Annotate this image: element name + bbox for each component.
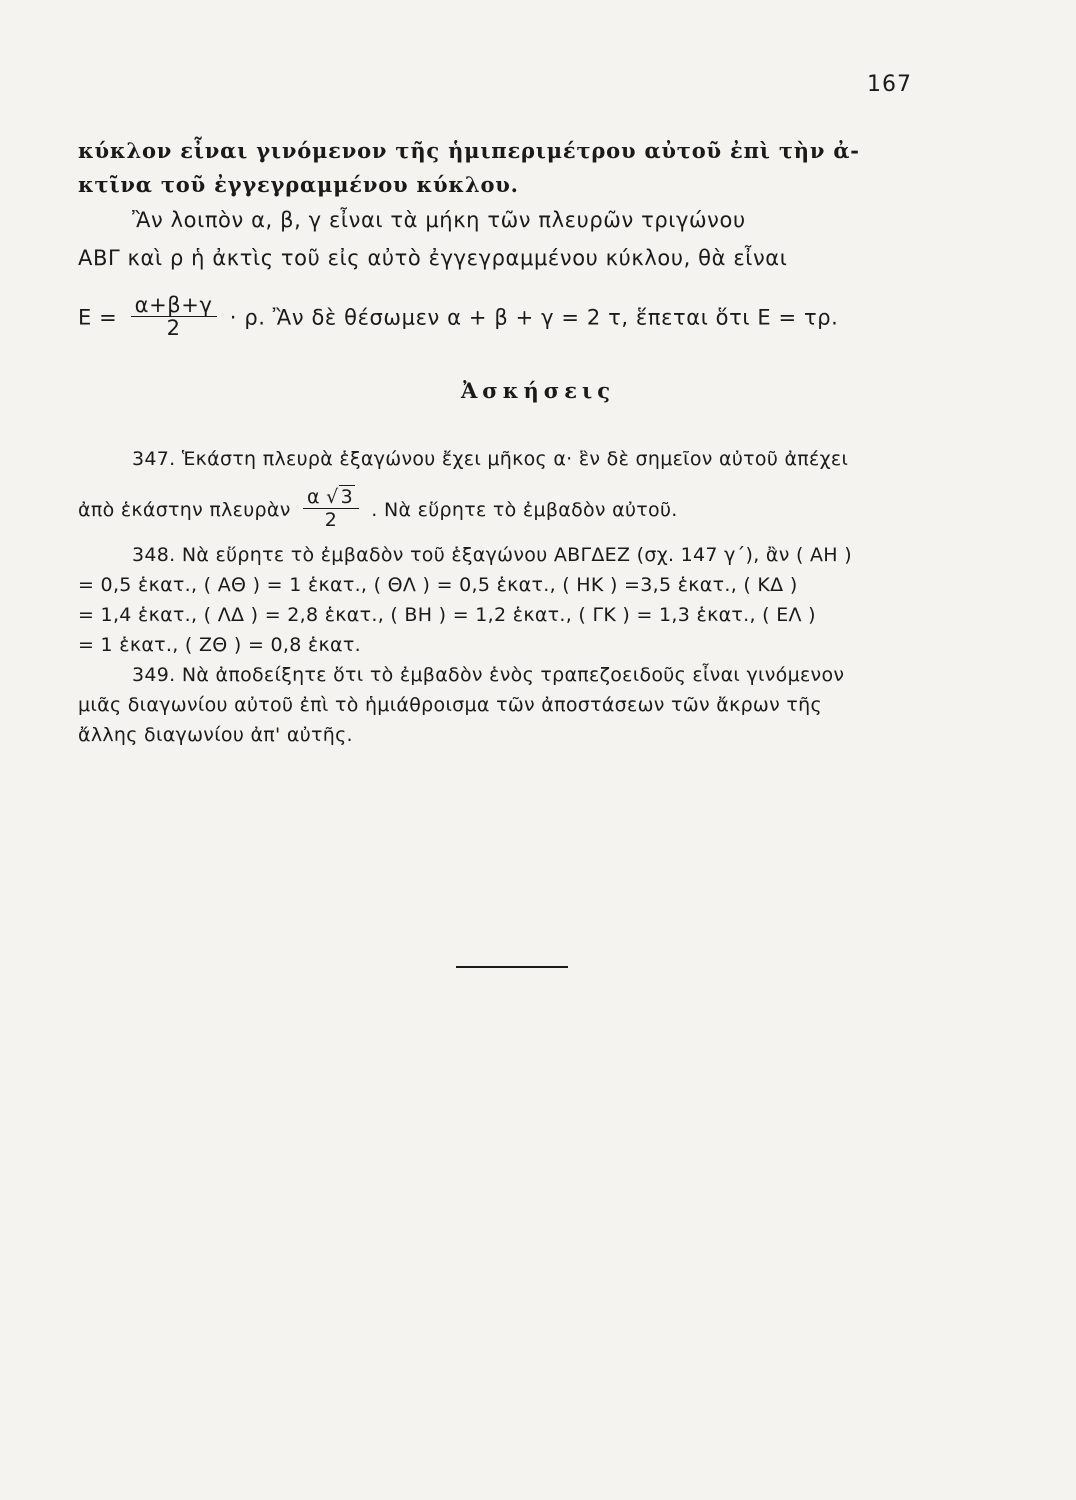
- section-heading: Ἀσκήσεις: [461, 378, 615, 403]
- page-number: 167: [867, 72, 912, 97]
- intro-line-4: ΑΒΓ καὶ ρ ἡ ἀκτὶς τοῦ εἰς αὐτὸ ἐγγεγραμμένου κύκλου, θὰ εἶναι: [78, 246, 788, 270]
- exercise-347-line-1: 347. Ἑκάστη πλευρὰ ἑξαγώνου ἔχει μῆκος α· ἓν δὲ σημεῖον αὐτοῦ ἀπέχει: [132, 448, 849, 470]
- formula-fraction: [131, 294, 217, 339]
- intro-line-1: κύκλον εἶναι γινόμενον τῆς ἡμιπεριμέτρου αὐτοῦ ἐπὶ τὴν ἀ-: [78, 138, 860, 163]
- exercise-348-line-4: = 1 ἑκατ., ( ΖΘ ) = 0,8 ἑκατ.: [78, 634, 361, 656]
- exercise-348-line-2: = 0,5 ἑκατ., ( ΑΘ ) = 1 ἑκατ., ( ΘΛ ) = 0,5 ἑκατ., ( ΗΚ ) =3,5 ἑκατ., ( ΚΔ ): [78, 574, 798, 596]
- exercise-347-fraction: [303, 486, 359, 531]
- exercise-349-line-3: ἄλλης διαγωνίου ἀπ' αὐτῆς.: [78, 724, 353, 746]
- formula-numerator: α+β+γ: [131, 294, 217, 317]
- exercise-347-numerator: α √ 3: [303, 486, 359, 509]
- intro-line-2: κτῖνα τοῦ ἐγγεγραμμένου κύκλου.: [78, 172, 519, 197]
- exercise-347-denominator: 2: [324, 509, 338, 531]
- exercise-349-line-1: 349. Νὰ ἀποδείξητε ὅτι τὸ ἐμβαδὸν ἑνὸς τραπεζοειδοῦς εἶναι γινόμενον: [132, 664, 845, 686]
- formula-rest: · ρ. Ἂν δὲ θέσωμεν α + β + γ = 2 τ, ἕπεται ὅτι E = τρ.: [229, 305, 839, 330]
- formula-denominator: 2: [166, 316, 181, 340]
- numerator-a: α: [306, 486, 320, 508]
- sqrt-radicand: 3: [340, 486, 353, 508]
- intro-line-3: Ἂν λοιπὸν α, β, γ εἶναι τὰ μήκη τῶν πλευρῶν τριγώνου: [132, 208, 746, 232]
- exercise-347-pre: ἀπὸ ἑκάστην πλευρὰν: [78, 499, 291, 521]
- exercise-347-line-2: [78, 488, 918, 533]
- formula-lhs: E =: [78, 305, 118, 330]
- formula-line: [78, 293, 918, 341]
- exercise-348-line-1: 348. Νὰ εὕρητε τὸ ἐμβαδὸν τοῦ ἑξαγώνου ΑΒΓΔΕΖ (σχ. 147 γ΄), ἂν ( ΑΗ ): [132, 544, 852, 566]
- exercise-347-post: . Νὰ εὕρητε τὸ ἐμβαδὸν αὐτοῦ.: [371, 499, 678, 521]
- exercise-349-line-2: μιᾶς διαγωνίου αὐτοῦ ἐπὶ τὸ ἡμιάθροισμα τῶν ἀποστάσεων τῶν ἄκρων τῆς: [78, 694, 822, 716]
- exercise-348-line-3: = 1,4 ἑκατ., ( ΛΔ ) = 2,8 ἑκατ., ( ΒΗ ) = 1,2 ἑκατ., ( ΓΚ ) = 1,3 ἑκατ., ( ΕΛ ): [78, 604, 816, 626]
- section-end-rule: [456, 966, 568, 968]
